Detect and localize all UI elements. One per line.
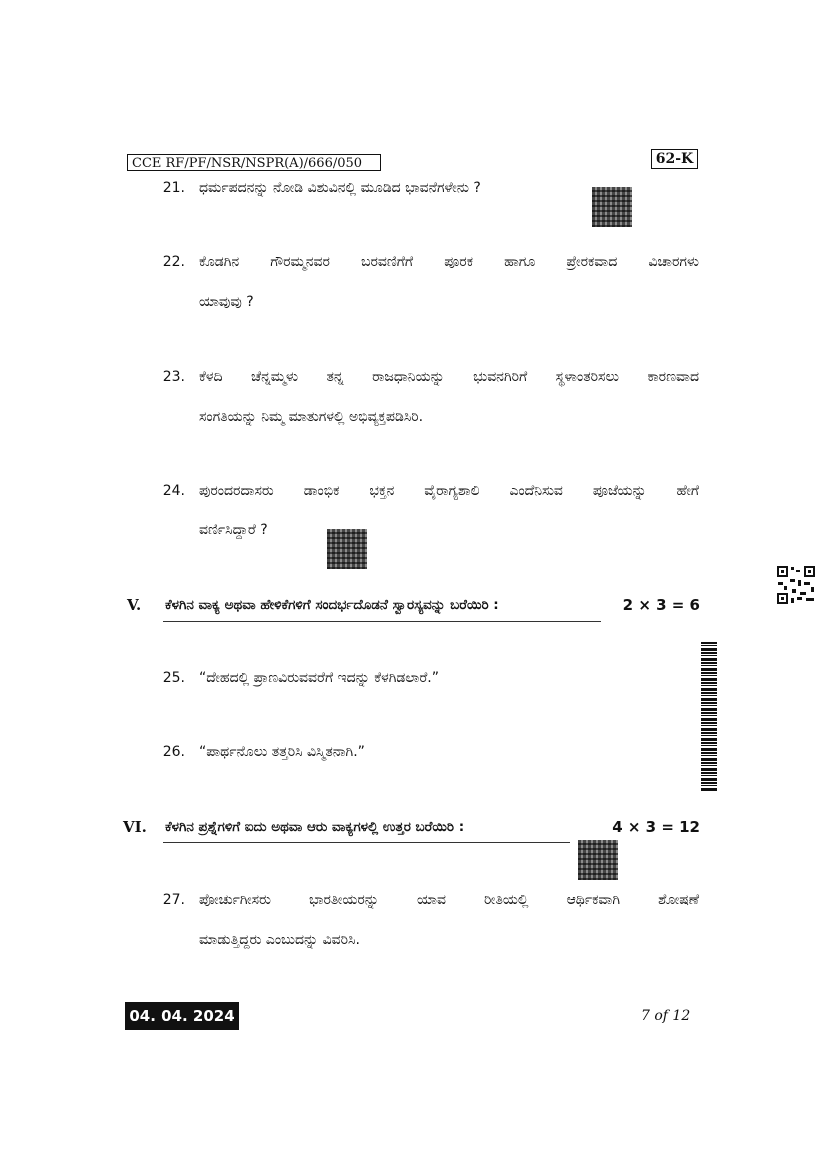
section-v-marks: 2 × 3 = 6 (622, 596, 700, 614)
section-v-underline (163, 621, 601, 622)
question-number-25: 25. (162, 670, 185, 686)
section-vi-title: ಕೆಳಗಿನ ಪ್ರಶ್ನೆಗಳಿಗೆ ಐದು ಅಥವಾ ಆರು ವಾಕ್ಯಗಳಲ್ಲಿ ಉತ್ತರ ಬರೆಯಿರಿ : (165, 819, 465, 835)
question-number-23: 23. (162, 369, 185, 385)
section-vi-underline (163, 842, 570, 843)
question-24-line2: ವರ್ಣಿಸಿದ್ದಾರೆ ? (199, 522, 268, 538)
page-number: 7 of 12 (641, 1008, 691, 1024)
question-number-21: 21. (162, 180, 185, 196)
question-qr-icon (592, 187, 632, 227)
exam-code-box: CCE RF/PF/NSR/NSPR(A)/666/050 (127, 154, 381, 171)
barcode-icon (701, 642, 717, 792)
question-23-line1: ಕೆಳದಿ ಚೆನ್ನಮ್ಮಳು ತನ್ನ ರಾಜಧಾನಿಯನ್ನು ಭುವನಗಿರಿಗೆ ಸ್ಥಳಾಂತರಿಸಲು ಕಾರಣವಾದ (199, 369, 699, 385)
question-number-27: 27. (162, 892, 185, 908)
qr-code-icon (776, 565, 816, 605)
question-27-line2: ಮಾಡುತ್ತಿದ್ದರು ಎಂಬುದನ್ನು ವಿವರಿಸಿ. (199, 932, 360, 948)
section-v-title: ಕೆಳಗಿನ ವಾಕ್ಯ ಅಥವಾ ಹೇಳಿಕೆಗಳಿಗೆ ಸಂದರ್ಭದೊಡನೆ ಸ್ವಾರಸ್ಯವನ್ನು ಬರೆಯಿರಿ : (165, 597, 499, 613)
question-22-line2: ಯಾವುವು ? (199, 294, 254, 310)
question-25-text: “ದೇಹದಲ್ಲಿ ಪ್ರಾಣವಿರುವವರೆಗೆ ಇದನ್ನು ಕೆಳಗಿಡಲಾರೆ.” (199, 670, 439, 686)
question-27-line1: ಪೋರ್ಚುಗೀಸರು ಭಾರತೀಯರನ್ನು ಯಾವ ರೀತಿಯಲ್ಲಿ ಆರ್ಥಿಕವಾಗಿ ಶೋಷಣೆ (199, 892, 699, 908)
question-number-24: 24. (162, 483, 185, 499)
paper-code-box: 62-K (651, 149, 698, 169)
section-v-numeral: V. (127, 596, 142, 614)
exam-date: 04. 04. 2024 (125, 1002, 239, 1030)
question-24-line1: ಪುರಂದರದಾಸರು ಡಾಂಭಿಕ ಭಕ್ತನ ವೈರಾಗ್ಯಶಾಲಿ ಎಂದೆನಿಸುವ ಪೂಜೆಯನ್ನು ಹೇಗೆ (199, 483, 699, 499)
question-26-text: “ಪಾರ್ಥನೊಲು ತತ್ತರಿಸಿ ವಿಸ್ಮಿತನಾಗಿ.” (199, 744, 365, 760)
question-22-line1: ಕೊಡಗಿನ ಗೌರಮ್ಮನವರ ಬರವಣಿಗೆಗೆ ಪೂರಕ ಹಾಗೂ ಪ್ರೇರಕವಾದ ವಿಚಾರಗಳು (199, 254, 699, 270)
question-qr-icon (578, 840, 618, 880)
question-21-text: ಧರ್ಮಪದನನ್ನು ನೋಡಿ ವಿಶುವಿನಲ್ಲಿ ಮೂಡಿದ ಭಾವನೆಗಳೇನು ? (199, 180, 481, 196)
question-number-22: 22. (162, 254, 185, 270)
section-vi-marks: 4 × 3 = 12 (612, 818, 700, 836)
section-vi-numeral: VI. (123, 818, 147, 836)
question-qr-icon (327, 529, 367, 569)
question-23-line2: ಸಂಗತಿಯನ್ನು ನಿಮ್ಮ ಮಾತುಗಳಲ್ಲಿ ಅಭಿವ್ಯಕ್ತಪಡಿಸಿರಿ. (199, 409, 424, 425)
question-number-26: 26. (162, 744, 185, 760)
